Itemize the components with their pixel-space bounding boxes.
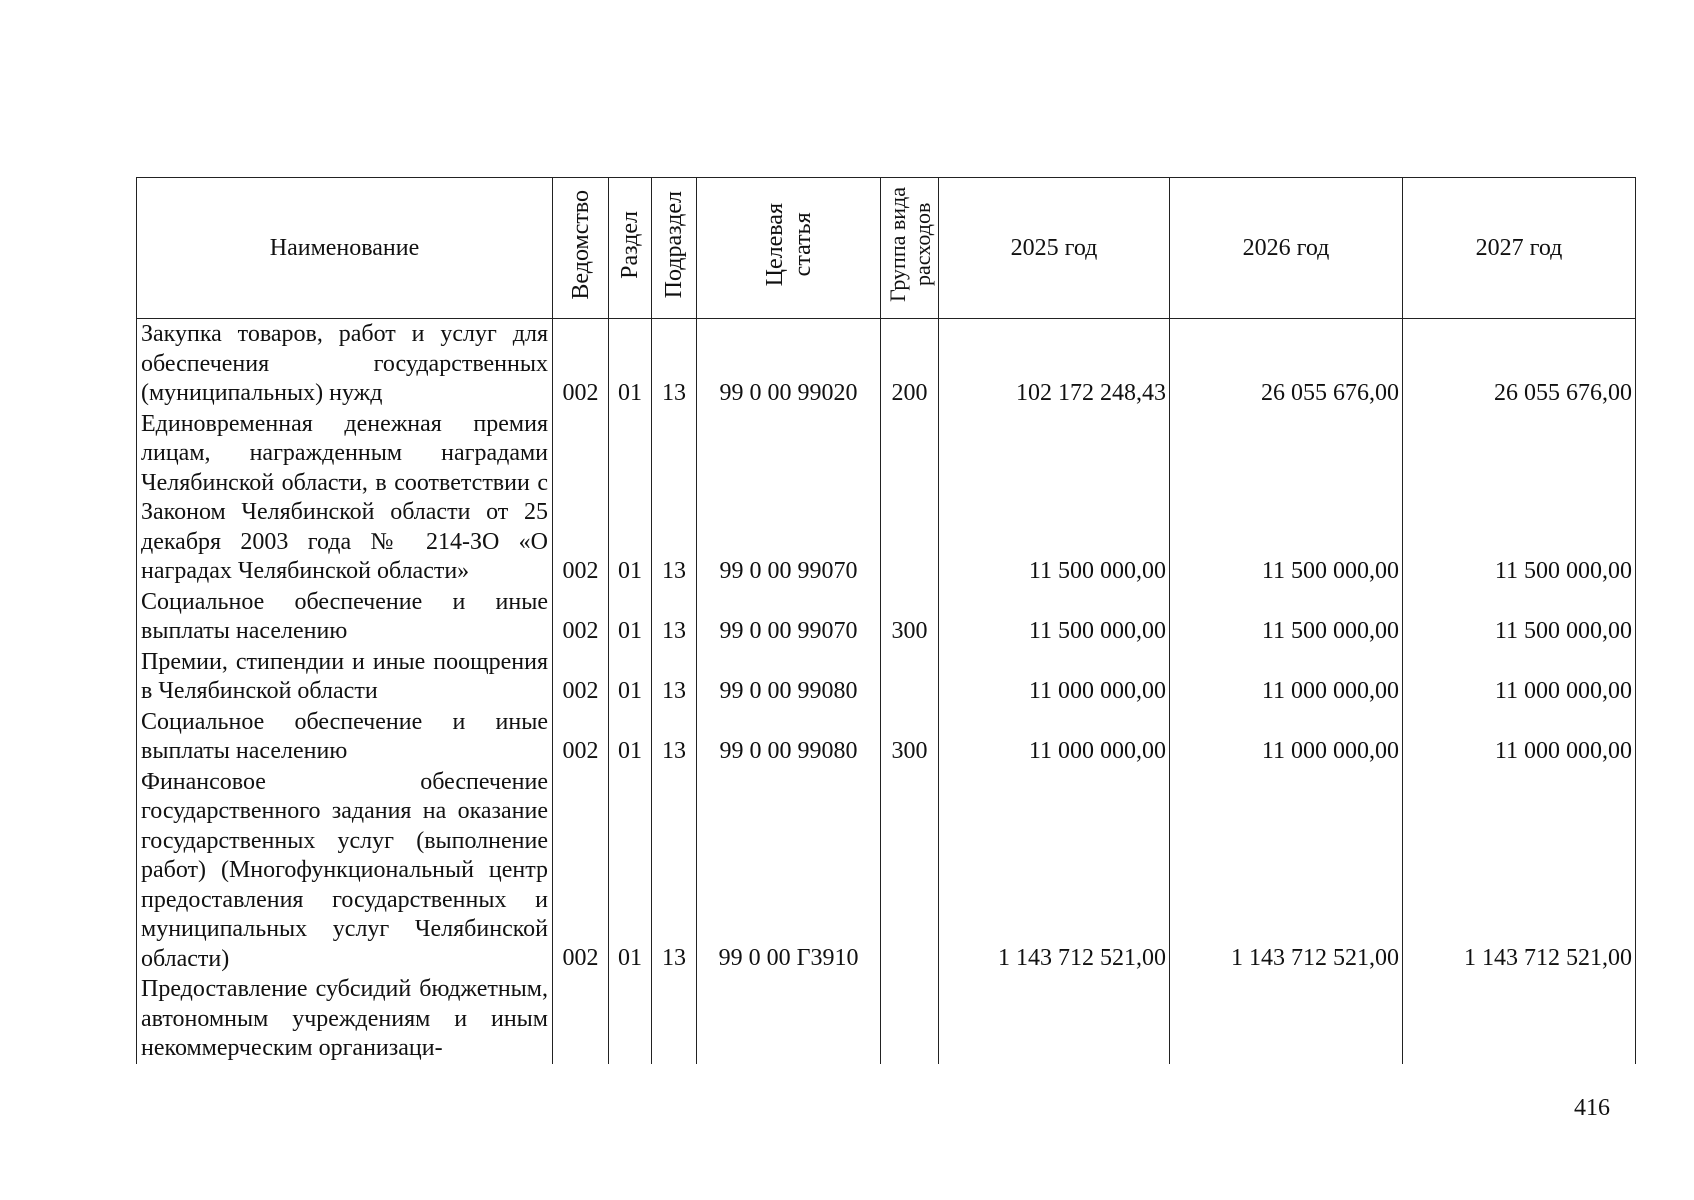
row-name: Закупка товаров, работ и услуг для обеспечения государственных (муниципальных) нужд [137, 319, 553, 409]
row-name: Финансовое обеспечение государственного задания на оказание государственных услуг (выполнение работ) (Многофункциональный центр предоставления государственных и муниципальных услуг Челябинской области) [137, 767, 553, 975]
row-name: Единовременная денежная премия лицам, награжденным наградами Челябинской области, в соответствии с Законом Челябинской области от 25 декабря 2003 года № 214-ЗО «О наградах Челябинской области» [137, 409, 553, 587]
row-name: Предоставление субсидий бюджетным, автономным учреждениям и иным некоммерческим организаци- [137, 974, 553, 1064]
header-expense-group: Группа вида расходов [881, 178, 939, 319]
table-row [137, 319, 1636, 409]
row-amount-2027: 11 500 000,00 [1403, 409, 1636, 587]
row-amount-2026: 11 000 000,00 [1170, 707, 1403, 767]
row-vedomstvo: 002 [553, 647, 609, 707]
budget-table [136, 177, 1636, 1064]
header-name: Наименование [137, 178, 553, 319]
page-number: 416 [1574, 1095, 1610, 1121]
table-row [137, 707, 1636, 767]
row-name: Социальное обеспечение и иные выплаты населению [137, 707, 553, 767]
row-target-article: 99 0 00 99020 [697, 319, 881, 409]
row-amount-2025: 102 172 248,43 [939, 319, 1170, 409]
row-expense-group: 300 [881, 587, 939, 647]
row-name: Социальное обеспечение и иные выплаты населению [137, 587, 553, 647]
row-target-article: 99 0 00 99080 [697, 707, 881, 767]
row-amount-2026: 1 143 712 521,00 [1170, 767, 1403, 975]
row-amount-2025: 1 143 712 521,00 [939, 767, 1170, 975]
header-razdel: Раздел [609, 178, 652, 319]
row-vedomstvo: 002 [553, 319, 609, 409]
row-target-article: 99 0 00 Г3910 [697, 767, 881, 975]
row-vedomstvo [553, 974, 609, 1064]
row-amount-2027: 1 143 712 521,00 [1403, 767, 1636, 975]
row-expense-group [881, 767, 939, 975]
row-podrazdel: 13 [652, 707, 697, 767]
row-vedomstvo: 002 [553, 767, 609, 975]
table-header-row [137, 178, 1636, 319]
row-razdel: 01 [609, 767, 652, 975]
row-razdel: 01 [609, 707, 652, 767]
row-vedomstvo: 002 [553, 707, 609, 767]
row-target-article: 99 0 00 99070 [697, 587, 881, 647]
row-amount-2025: 11 500 000,00 [939, 409, 1170, 587]
row-amount-2025: 11 000 000,00 [939, 707, 1170, 767]
header-podrazdel: Подраздел [652, 178, 697, 319]
row-amount-2027: 26 055 676,00 [1403, 319, 1636, 409]
row-razdel: 01 [609, 409, 652, 587]
row-amount-2026 [1170, 974, 1403, 1064]
table-row [137, 409, 1636, 587]
row-podrazdel: 13 [652, 319, 697, 409]
row-expense-group: 200 [881, 319, 939, 409]
row-razdel [609, 974, 652, 1064]
row-vedomstvo: 002 [553, 409, 609, 587]
header-target-article: Целевая статья [697, 178, 881, 319]
row-name: Премии, стипендии и иные поощрения в Челябинской области [137, 647, 553, 707]
header-2027: 2027 год [1403, 178, 1636, 319]
row-amount-2026: 11 500 000,00 [1170, 409, 1403, 587]
row-amount-2025 [939, 974, 1170, 1064]
row-amount-2025: 11 500 000,00 [939, 587, 1170, 647]
table-row [137, 974, 1636, 1064]
table-row [137, 767, 1636, 975]
row-amount-2026: 11 000 000,00 [1170, 647, 1403, 707]
row-podrazdel: 13 [652, 409, 697, 587]
row-amount-2027: 11 000 000,00 [1403, 707, 1636, 767]
row-target-article: 99 0 00 99070 [697, 409, 881, 587]
row-target-article [697, 974, 881, 1064]
table-row [137, 647, 1636, 707]
row-podrazdel: 13 [652, 767, 697, 975]
row-amount-2025: 11 000 000,00 [939, 647, 1170, 707]
header-vedomstvo: Ведомство [553, 178, 609, 319]
row-expense-group: 300 [881, 707, 939, 767]
row-amount-2026: 11 500 000,00 [1170, 587, 1403, 647]
row-expense-group [881, 409, 939, 587]
row-podrazdel [652, 974, 697, 1064]
table-row [137, 587, 1636, 647]
row-expense-group [881, 647, 939, 707]
row-vedomstvo: 002 [553, 587, 609, 647]
row-target-article: 99 0 00 99080 [697, 647, 881, 707]
row-razdel: 01 [609, 319, 652, 409]
row-amount-2027: 11 500 000,00 [1403, 587, 1636, 647]
row-amount-2027 [1403, 974, 1636, 1064]
row-razdel: 01 [609, 647, 652, 707]
row-podrazdel: 13 [652, 647, 697, 707]
row-podrazdel: 13 [652, 587, 697, 647]
row-expense-group [881, 974, 939, 1064]
row-amount-2026: 26 055 676,00 [1170, 319, 1403, 409]
row-razdel: 01 [609, 587, 652, 647]
header-2026: 2026 год [1170, 178, 1403, 319]
header-2025: 2025 год [939, 178, 1170, 319]
row-amount-2027: 11 000 000,00 [1403, 647, 1636, 707]
